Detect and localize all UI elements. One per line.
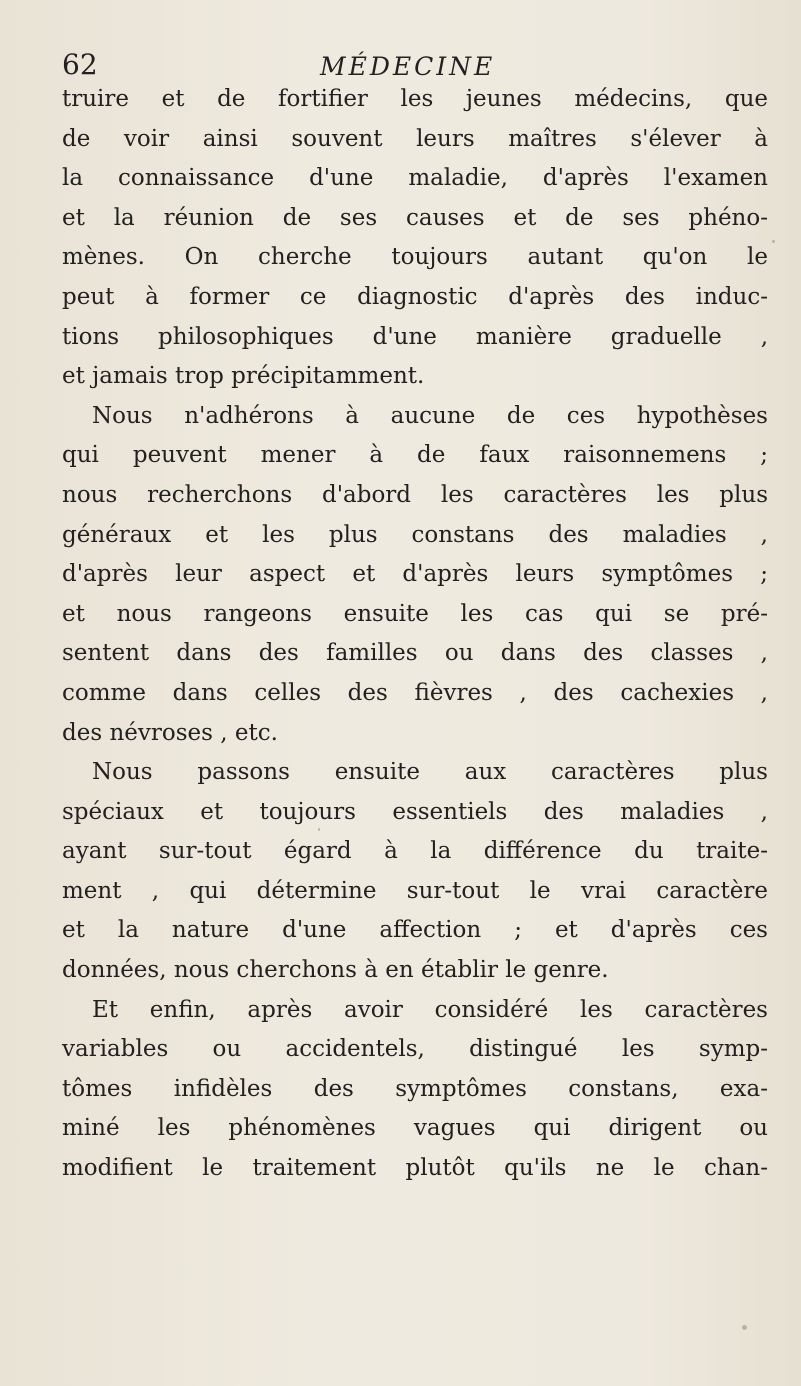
running-head: MÉDECINE (320, 52, 496, 81)
text-line: qui peuvent mener à de faux raisonnemens ; (62, 442, 768, 469)
page-number: 62 (62, 48, 98, 81)
text-line: et nous rangeons ensuite les cas qui se pré- (62, 600, 768, 627)
text-line: mènes. On cherche toujours autant qu'on le (62, 244, 768, 271)
text-line: sentent dans des familles ou dans des classes , (62, 640, 768, 667)
text-line: Nous passons ensuite aux caractères plus (92, 759, 768, 786)
text-line: et la réunion de ses causes et de ses phéno- (62, 204, 768, 231)
text-line: ayant sur-tout égard à la différence du traite- (62, 838, 768, 865)
text-line: spéciaux et toujours essentiels des maladies , (62, 798, 768, 825)
text-line: Et enfin, après avoir considéré les caractères (92, 996, 768, 1023)
text-line: miné les phénomènes vagues qui dirigent ou (62, 1115, 768, 1142)
paper-speck (318, 828, 320, 831)
text-line: modifient le traitement plutôt qu'ils ne le chan- (62, 1155, 768, 1182)
text-line: nous recherchons d'abord les caractères les plus (62, 481, 768, 508)
text-line: et la nature d'une affection ; et d'après ces (62, 917, 768, 944)
paper-speck (772, 240, 775, 243)
text-line: ment , qui détermine sur-tout le vrai caractère (62, 877, 768, 904)
text-line: peut à former ce diagnostic d'après des induc- (62, 283, 768, 310)
text-line: Nous n'adhérons à aucune de ces hypothèses (92, 402, 768, 429)
text-line: données, nous cherchons à en établir le genre. (62, 957, 609, 984)
text-line: généraux et les plus constans des maladies , (62, 521, 768, 548)
text-line: d'après leur aspect et d'après leurs symptômes ; (62, 561, 768, 588)
paper-speck (742, 1325, 747, 1330)
text-line: tômes infidèles des symptômes constans, exa- (62, 1075, 768, 1102)
text-line: truire et de fortifier les jeunes médecins, que (62, 86, 768, 112)
text-line: des névroses , etc. (62, 719, 278, 746)
text-line: la connaissance d'une maladie, d'après l'examen (62, 165, 768, 192)
text-line: variables ou accidentels, distingué les symp- (62, 1036, 768, 1063)
text-line: comme dans celles des fièvres , des cachexies , (62, 679, 768, 706)
body-text (62, 80, 768, 1189)
text-line: tions philosophiques d'une manière graduelle , (62, 323, 768, 350)
text-line: et jamais trop précipitamment. (62, 363, 425, 390)
text-line: de voir ainsi souvent leurs maîtres s'élever à (62, 125, 768, 152)
